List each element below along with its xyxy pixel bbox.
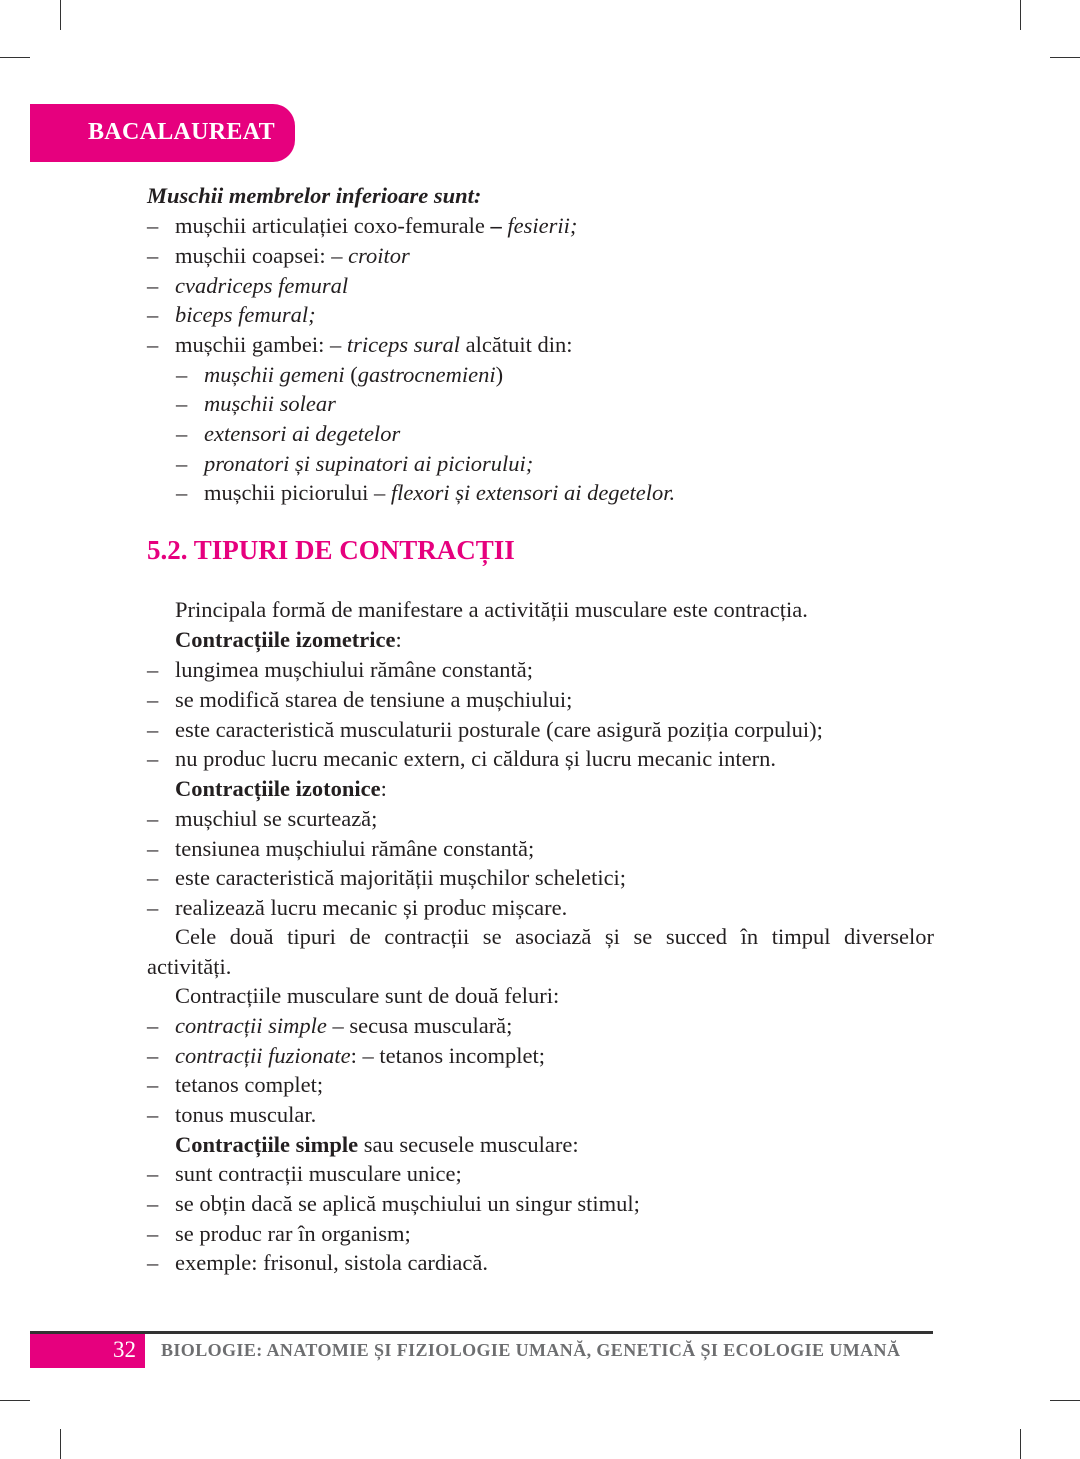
dash-bullet: – <box>147 213 159 238</box>
text-segment: nu produc lucru mecanic extern, ci căldura și lucru mecanic intern. <box>175 746 776 771</box>
text-segment: gastrocnemieni <box>357 362 496 387</box>
header-tab-label: BACALAUREAT <box>88 119 275 145</box>
list-item <box>176 479 676 507</box>
dash-bullet: – <box>147 806 159 831</box>
list-item <box>147 1160 462 1188</box>
dash-bullet: – <box>147 1250 159 1275</box>
text-line <box>175 596 808 624</box>
list-item <box>147 1012 513 1040</box>
dash-bullet: – <box>176 421 188 446</box>
text-segment: flexori și extensori ai degetelor. <box>390 480 676 505</box>
text-segment: mușchiul se scurtează; <box>175 806 378 831</box>
dash-bullet: – <box>147 1013 159 1038</box>
text-segment: tetanos complet; <box>175 1072 324 1097</box>
list-item <box>176 361 504 389</box>
text-segment: ) <box>495 362 504 387</box>
text-line <box>147 182 481 210</box>
text-segment: lungimea mușchiului rămâne constantă; <box>175 657 534 682</box>
text-segment: sunt contracții musculare unice; <box>175 1161 462 1186</box>
dash-bullet: – <box>147 717 159 742</box>
list-item <box>147 1101 317 1129</box>
dash-bullet: – <box>147 243 159 268</box>
list-item <box>147 716 823 744</box>
text-segment: mușchii solear <box>204 391 336 416</box>
list-item <box>147 805 378 833</box>
list-item <box>147 1220 411 1248</box>
dash-bullet: – <box>176 480 188 505</box>
text-segment: se obțin dacă se aplică mușchiului un singur stimul; <box>175 1191 640 1216</box>
text-segment: mușchii gemeni <box>204 362 345 387</box>
text-segment: fesierii; <box>507 213 578 238</box>
text-segment: realizează lucru mecanic și produc mișcare. <box>175 895 568 920</box>
dash-bullet: – <box>147 1072 159 1097</box>
crop-mark <box>60 0 61 30</box>
list-item <box>147 745 776 773</box>
list-item <box>147 656 534 684</box>
text-segment: Principala formă de manifestare a activității musculare este contracția. <box>175 597 808 622</box>
text-segment: contracții fuzionate <box>175 1043 351 1068</box>
list-item <box>147 301 316 329</box>
text-line <box>147 953 231 981</box>
text-line <box>175 982 559 1010</box>
text-segment: biceps femural; <box>175 302 316 327</box>
text-segment: – secusa musculară; <box>326 1013 513 1038</box>
text-segment: se modifică starea de tensiune a mușchiului; <box>175 687 573 712</box>
dash-bullet: – <box>147 836 159 861</box>
footer-rule <box>30 1331 933 1334</box>
page-number: 32 <box>113 1337 136 1362</box>
dash-bullet: – <box>147 332 159 357</box>
list-item <box>176 420 401 448</box>
list-item <box>147 242 410 270</box>
text-segment: ( <box>344 362 358 387</box>
text-segment: activități. <box>147 954 232 979</box>
list-item <box>147 1042 545 1070</box>
dash-bullet: – <box>147 895 159 920</box>
text-segment: : <box>380 776 387 801</box>
text-segment: este caracteristică musculaturii posturale (care asigură poziția corpului); <box>175 717 823 742</box>
crop-mark <box>1050 57 1080 58</box>
dash-bullet: – <box>147 1043 159 1068</box>
text-segment: contracții simple <box>175 1013 327 1038</box>
dash-bullet: – <box>176 362 188 387</box>
dash-bullet: – <box>147 865 159 890</box>
list-item <box>147 835 535 863</box>
list-item <box>147 212 578 240</box>
text-segment: : <box>395 627 402 652</box>
text-segment: mușchii articulației coxo-femurale <box>175 213 491 238</box>
crop-mark <box>1050 1400 1080 1401</box>
text-segment: Contracțiile simple <box>175 1132 359 1157</box>
text-segment: Cele două tipuri de contracții se asociază și se succed în timpul diverselor <box>175 924 934 949</box>
dash-bullet: – <box>176 451 188 476</box>
list-item <box>147 686 573 714</box>
crop-mark <box>0 1400 30 1401</box>
text-line <box>175 775 387 803</box>
dash-bullet: – <box>147 302 159 327</box>
text-segment: pronatori și supinatori ai piciorului; <box>204 451 534 476</box>
text-segment: Contracțiile musculare sunt de două feluri: <box>175 983 560 1008</box>
list-item <box>147 864 627 892</box>
list-item <box>147 1249 489 1277</box>
text-segment: mușchii piciorului – <box>204 480 391 505</box>
crop-mark <box>60 1429 61 1459</box>
dash-bullet: – <box>176 391 188 416</box>
text-segment: se produc rar în organism; <box>175 1221 411 1246</box>
section-heading: 5.2. TIPURI DE CONTRACȚII <box>147 535 515 565</box>
dash-bullet: – <box>147 1191 159 1216</box>
text-segment: exemple: frisonul, sistola cardiacă. <box>175 1250 489 1275</box>
text-line <box>175 626 402 654</box>
dash-bullet: – <box>147 1102 159 1127</box>
list-item <box>147 272 349 300</box>
dash-bullet: – <box>147 273 159 298</box>
dash-bullet: – <box>147 687 159 712</box>
dash-bullet: – <box>147 746 159 771</box>
text-line <box>175 1131 579 1159</box>
dash-bullet: – <box>147 1221 159 1246</box>
footer-book-title: BIOLOGIE: ANATOMIE ȘI FIZIOLOGIE UMANĂ, GENETICĂ ȘI ECOLOGIE UMANĂ <box>161 1340 901 1360</box>
text-segment: tonus muscular. <box>175 1102 317 1127</box>
text-segment: : – tetanos incomplet; <box>350 1043 545 1068</box>
crop-mark <box>1020 1429 1021 1459</box>
list-item <box>147 1071 324 1099</box>
list-item <box>176 390 336 418</box>
text-segment: sau secusele musculare: <box>358 1132 579 1157</box>
page-number-box <box>30 1334 145 1368</box>
dash-bullet: – <box>147 1161 159 1186</box>
text-segment: este caracteristică majorității mușchilor scheletici; <box>175 865 627 890</box>
list-item <box>147 331 573 359</box>
list-item <box>147 894 568 922</box>
text-segment: Contracțiile izometrice <box>175 627 396 652</box>
text-segment: – <box>490 213 508 238</box>
list-item <box>176 450 534 478</box>
text-segment: extensori ai degetelor <box>204 421 401 446</box>
text-segment: triceps sural <box>346 332 460 357</box>
crop-mark <box>1020 0 1021 30</box>
dash-bullet: – <box>147 657 159 682</box>
text-line <box>175 923 934 951</box>
text-segment: mușchii coapsei: – <box>175 243 349 268</box>
text-segment: Contracțiile izotonice <box>175 776 381 801</box>
list-item <box>147 1190 640 1218</box>
crop-mark <box>0 57 30 58</box>
text-segment: mușchii gambei: – <box>175 332 347 357</box>
header-tab <box>30 104 295 162</box>
text-segment: cvadriceps femural <box>175 273 349 298</box>
text-segment: croitor <box>348 243 410 268</box>
text-segment: alcătuit din: <box>460 332 573 357</box>
text-segment: tensiunea mușchiului rămâne constantă; <box>175 836 535 861</box>
text-segment: Muschii membrelor inferioare sunt: <box>147 183 482 208</box>
